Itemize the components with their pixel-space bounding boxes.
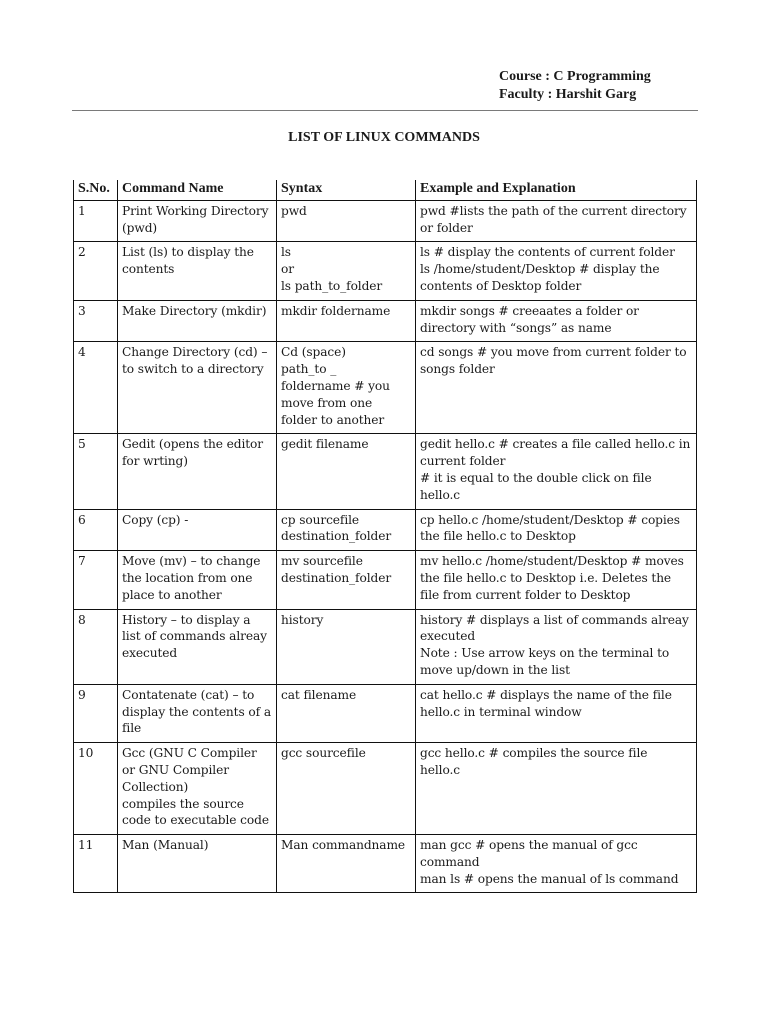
cell-syntax	[277, 509, 416, 551]
cell-syntax-line: gedit filename	[281, 437, 369, 452]
cell-example-line: # it is equal to the double click on file	[420, 470, 652, 485]
cell-example	[416, 434, 697, 509]
cell-syntax	[277, 684, 416, 742]
cell-example	[416, 684, 697, 742]
cell-command-name	[118, 200, 277, 242]
cell-example-line: current folder	[420, 454, 506, 469]
cell-command-name	[118, 835, 277, 893]
cell-example-line: Note : Use arrow keys on the terminal to	[420, 646, 670, 661]
cell-syntax-line: cp sourcefile	[281, 512, 360, 527]
cell-command-name-line: or GNU Compiler	[122, 762, 229, 777]
course-line: Course : C Programming	[499, 69, 651, 84]
cell-command-name-line: file	[122, 721, 142, 736]
cell-example	[416, 200, 697, 242]
cell-command-name	[118, 509, 277, 551]
cell-syntax-line: ls path_to_folder	[281, 278, 383, 293]
cell-example	[416, 300, 697, 342]
cell-command-name-line: Man (Manual)	[122, 838, 209, 853]
cell-command-name-line: (pwd)	[122, 220, 158, 235]
cell-syntax-line: destination_folder	[281, 529, 392, 544]
table-row	[74, 551, 697, 609]
table-row	[74, 684, 697, 742]
cell-sno: 7	[74, 551, 118, 609]
cell-example-line: the file hello.c to Desktop	[420, 529, 576, 544]
cell-example-line: gedit hello.c # creates a file called hello.c in	[420, 437, 691, 452]
header-divider	[72, 110, 698, 111]
table-header-row	[74, 180, 697, 200]
cell-syntax	[277, 342, 416, 434]
table-row	[74, 300, 697, 342]
cell-command-name-line: executed	[122, 646, 178, 661]
cell-syntax-line: cat filename	[281, 687, 357, 702]
cell-example-line: hello.c	[420, 487, 460, 502]
cell-sno: 4	[74, 342, 118, 434]
cell-example-line: cat hello.c # displays the name of the file	[420, 687, 672, 702]
cell-example-line: ls /home/student/Desktop # display the	[420, 262, 660, 277]
cell-command-name-line: Contatenate (cat) – to	[122, 687, 255, 702]
cell-syntax-line: Man commandname	[281, 838, 406, 853]
cell-syntax-line: or	[281, 262, 294, 277]
table-row	[74, 509, 697, 551]
cell-command-name	[118, 434, 277, 509]
cell-command-name	[118, 342, 277, 434]
cell-example-line: songs folder	[420, 362, 495, 377]
faculty-line: Faculty : Harshit Garg	[499, 87, 637, 102]
cell-syntax-line: folder to another	[281, 412, 385, 427]
cell-example-line: man gcc # opens the manual of gcc	[420, 838, 638, 853]
cell-example-line: the file hello.c to Desktop i.e. Deletes the	[420, 570, 672, 585]
cell-command-name-line: place to another	[122, 587, 222, 602]
cell-syntax-line: mv sourcefile	[281, 554, 363, 569]
cell-command-name-line: compiles the source	[122, 796, 244, 811]
table-body	[74, 200, 697, 893]
cell-syntax-line: gcc sourcefile	[281, 746, 366, 761]
cell-command-name-line: Change Directory (cd) –	[122, 345, 268, 360]
cell-example	[416, 242, 697, 300]
cell-sno: 10	[74, 743, 118, 835]
cell-example-line: executed	[420, 629, 476, 644]
cell-command-name-line: Gcc (GNU C Compiler	[122, 746, 257, 761]
table-row	[74, 743, 697, 835]
cell-command-name-line: to switch to a directory	[122, 362, 264, 377]
cell-syntax-line: foldername # you	[281, 378, 390, 393]
cell-syntax	[277, 200, 416, 242]
cell-example-line: cp hello.c /home/student/Desktop # copies	[420, 512, 680, 527]
cell-command-name-line: the location from one	[122, 570, 253, 585]
cell-example-line: history # displays a list of commands alreay	[420, 612, 689, 627]
table-row	[74, 342, 697, 434]
cell-command-name-line: Copy (cp) -	[122, 512, 189, 527]
cell-sno: 1	[74, 200, 118, 242]
cell-example	[416, 835, 697, 893]
column-header-example: Example and Explanation	[416, 180, 697, 200]
cell-example-line: ls # display the contents of current folder	[420, 245, 675, 260]
cell-command-name-line: contents	[122, 262, 175, 277]
cell-example-line: file from current folder to Desktop	[420, 587, 631, 602]
cell-syntax	[277, 300, 416, 342]
cell-command-name-line: list of commands alreay	[122, 629, 267, 644]
cell-command-name-line: List (ls) to display the	[122, 245, 254, 260]
cell-syntax-line: destination_folder	[281, 570, 392, 585]
cell-example	[416, 743, 697, 835]
cell-example	[416, 509, 697, 551]
cell-example-line: hello.c	[420, 762, 460, 777]
cell-syntax	[277, 609, 416, 684]
cell-sno: 3	[74, 300, 118, 342]
cell-command-name-line: Move (mv) – to change	[122, 554, 261, 569]
table-row	[74, 434, 697, 509]
cell-sno: 2	[74, 242, 118, 300]
column-header-sno: S.No.	[74, 180, 118, 200]
cell-example-line: mkdir songs # creeaates a folder or	[420, 303, 639, 318]
cell-example-line: contents of Desktop folder	[420, 278, 582, 293]
cell-command-name-line: Gedit (opens the editor	[122, 437, 264, 452]
cell-command-name-line: code to executable code	[122, 813, 269, 828]
course-info	[499, 68, 651, 104]
cell-command-name	[118, 609, 277, 684]
cell-example-line: pwd #lists the path of the current directory	[420, 203, 687, 218]
cell-sno: 11	[74, 835, 118, 893]
cell-syntax	[277, 835, 416, 893]
cell-command-name-line: display the contents of a	[122, 704, 271, 719]
table-row	[74, 609, 697, 684]
cell-syntax-line: ls	[281, 245, 291, 260]
cell-syntax	[277, 743, 416, 835]
cell-example-line: cd songs # you move from current folder to	[420, 345, 687, 360]
cell-syntax-line: pwd	[281, 203, 307, 218]
cell-command-name	[118, 743, 277, 835]
cell-command-name-line: History – to display a	[122, 612, 251, 627]
cell-example-line: man ls # opens the manual of ls command	[420, 871, 679, 886]
cell-sno: 6	[74, 509, 118, 551]
cell-example	[416, 551, 697, 609]
cell-command-name-line: Print Working Directory	[122, 203, 269, 218]
cell-command-name	[118, 300, 277, 342]
cell-example-line: move up/down in the list	[420, 662, 570, 677]
cell-command-name	[118, 242, 277, 300]
table-row	[74, 835, 697, 893]
cell-syntax	[277, 242, 416, 300]
table-row	[74, 200, 697, 242]
cell-command-name-line: Make Directory (mkdir)	[122, 303, 267, 318]
page-title: LIST OF LINUX COMMANDS	[288, 130, 480, 145]
cell-sno: 5	[74, 434, 118, 509]
cell-syntax-line: move from one	[281, 395, 373, 410]
cell-sno: 9	[74, 684, 118, 742]
cell-example-line: hello.c in terminal window	[420, 704, 582, 719]
cell-example-line: mv hello.c /home/student/Desktop # moves	[420, 554, 684, 569]
cell-example-line: gcc hello.c # compiles the source file	[420, 746, 648, 761]
cell-syntax	[277, 434, 416, 509]
cell-example	[416, 342, 697, 434]
cell-syntax	[277, 551, 416, 609]
cell-command-name-line: for wrting)	[122, 454, 188, 469]
column-header-syntax: Syntax	[277, 180, 416, 200]
column-header-command-name: Command Name	[118, 180, 277, 200]
cell-example	[416, 609, 697, 684]
cell-syntax-line: mkdir foldername	[281, 303, 391, 318]
cell-command-name	[118, 551, 277, 609]
cell-sno: 8	[74, 609, 118, 684]
cell-example-line: or folder	[420, 220, 473, 235]
cell-command-name	[118, 684, 277, 742]
table-row	[74, 242, 697, 300]
cell-syntax-line: history	[281, 612, 324, 627]
cell-example-line: directory with “songs” as name	[420, 320, 612, 335]
commands-table	[73, 180, 697, 893]
cell-syntax-line: path_to _	[281, 362, 337, 377]
cell-syntax-line: Cd (space)	[281, 345, 346, 360]
cell-command-name-line: Collection)	[122, 779, 189, 794]
cell-example-line: command	[420, 854, 480, 869]
